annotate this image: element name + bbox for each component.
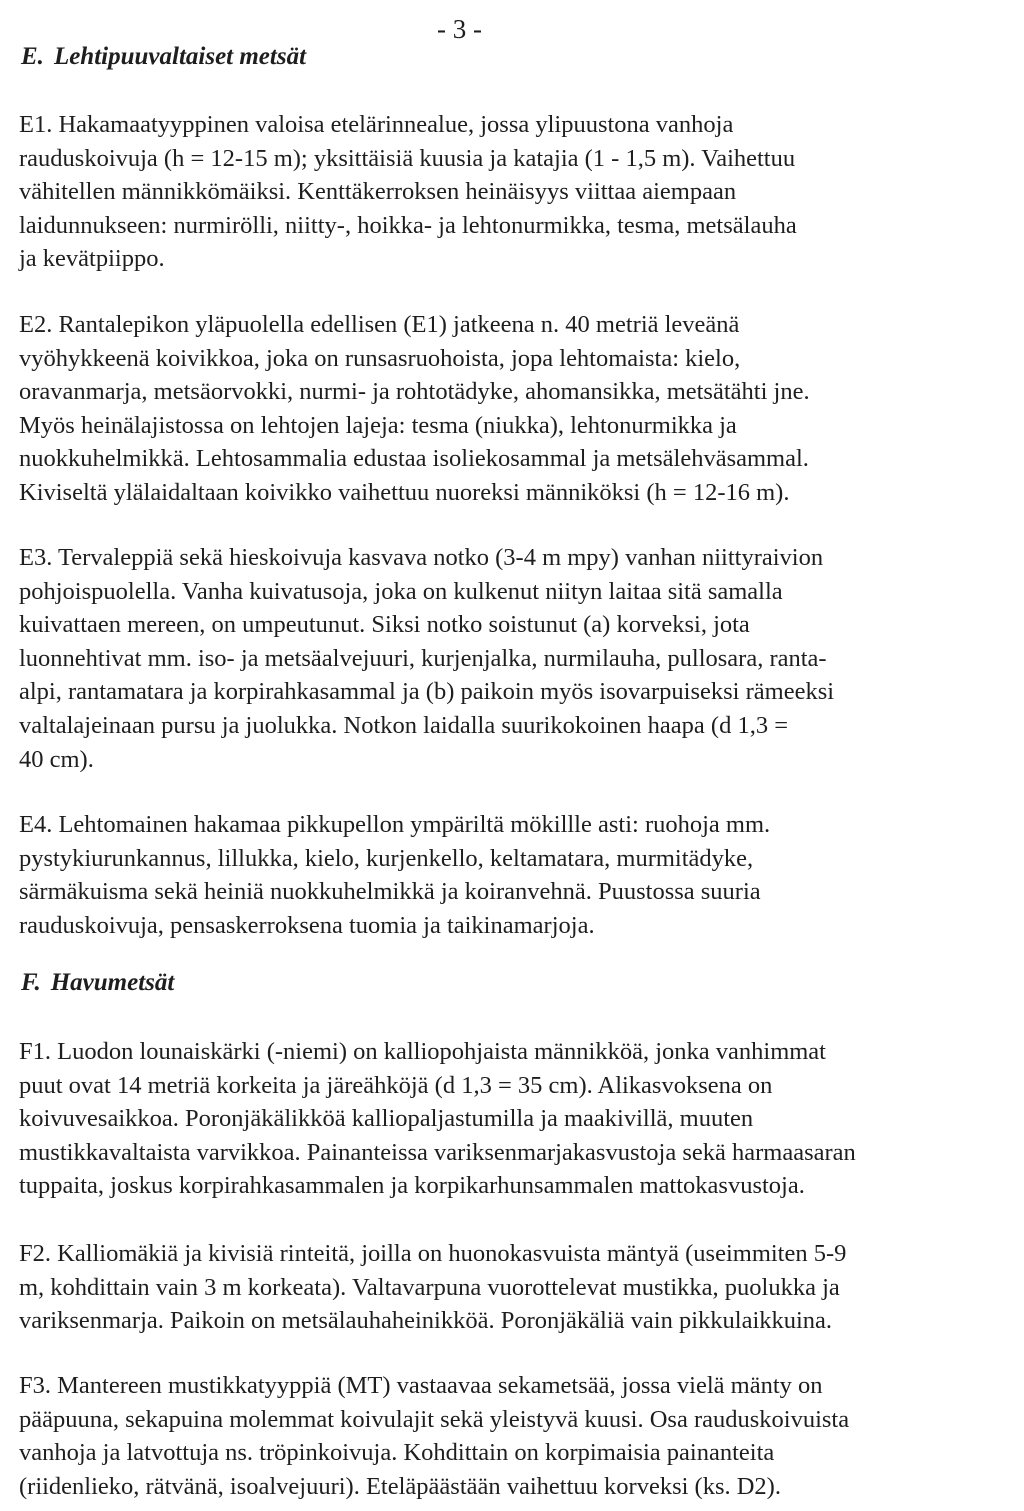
text-line: F3. Mantereen mustikkatyyppiä (MT) vastaavaa sekametsää, jossa vielä mänty on (19, 1372, 823, 1399)
text-line: pohjoispuolella. Vanha kuivatusoja, joka on kulkenut niityn laitaa sitä samalla (19, 577, 783, 605)
paragraph-e4 (19, 808, 1019, 942)
text-line: rauduskoivuja (h = 12-15 m); yksittäisiä kuusia ja katajia (1 - 1,5 m). Vaihettuu (19, 144, 796, 172)
paragraph-f3 (19, 1369, 1019, 1503)
paragraph-f1 (19, 1035, 1019, 1203)
section-heading-f (21, 968, 174, 998)
text-line: E3. Tervaleppiä sekä hieskoivuja kasvava notko (3-4 m mpy) vanhan niittyraivion (19, 544, 824, 571)
text-line: variksenmarja. Paikoin on metsälauhaheinikköä. Poronjäkäliä vain pikkulaikkuina. (19, 1307, 833, 1335)
text-line: oravanmarja, metsäorvokki, nurmi- ja rohtotädyke, ahomansikka, metsätähti jne. (19, 378, 810, 406)
section-letter: E. (21, 43, 44, 70)
text-line: särmäkuisma sekä heiniä nuokkuhelmikkä ja koiranvehnä. Puustossa suuria (19, 878, 761, 906)
text-line: Myös heinälajistossa on lehtojen lajeja: tesma (niukka), lehtonurmikka ja (19, 411, 737, 439)
text-line: alpi, rantamatara ja korpirahkasammal ja (b) paikoin myös isovarpuiseksi rämeeksi (19, 678, 835, 706)
text-line: vyöhykkeenä koivikkoa, joka on runsasruohoista, jopa lehtomaista: kielo, (19, 344, 741, 372)
paragraph-f2 (19, 1237, 1019, 1338)
text-line: vähitellen männikkömäiksi. Kenttäkerroksen heinäisyys viittaa aiempaan (19, 178, 737, 206)
text-line: pääpuuna, sekapuina molemmat koivulajit sekä yleistyvä kuusi. Osa rauduskoivuista (19, 1405, 850, 1433)
section-letter: F. (21, 969, 41, 996)
text-line: E2. Rantalepikon yläpuolella edellisen (E1) jatkeena n. 40 metriä leveänä (19, 311, 740, 338)
text-line: pystykiurunkannus, lillukka, kielo, kurjenkello, keltamatara, murmitädyke, (19, 844, 754, 872)
page-number: - 3 - (437, 14, 482, 44)
text-line: E1. Hakamaatyyppinen valoisa etelärinnealue, jossa ylipuustona vanhoja (19, 111, 734, 138)
section-title: Havumetsät (50, 969, 175, 996)
text-line: 40 cm). (19, 745, 94, 773)
text-line: nuokkuhelmikkä. Lehtosammalia edustaa isoliekosammal ja metsälehväsammal. (19, 445, 809, 473)
text-line: m, kohdittain vain 3 m korkeata). Valtavarpuna vuorottelevat mustikka, puolukka ja (19, 1273, 840, 1301)
paragraph-e2 (19, 308, 1019, 510)
text-line: koivuvesaikkoa. Poronjäkälikköä kalliopaljastumilla ja maakivillä, muuten (19, 1105, 754, 1133)
text-line: rauduskoivuja, pensaskerroksena tuomia ja taikinamarjoja. (19, 911, 595, 939)
section-heading-e (21, 42, 306, 72)
paragraph-e3 (19, 541, 1019, 776)
text-line: puut ovat 14 metriä korkeita ja järeähköjä (d 1,3 = 35 cm). Alikasvoksena on (19, 1071, 773, 1099)
text-line: E4. Lehtomainen hakamaa pikkupellon ympäriltä mökillle asti: ruohoja mm. (19, 811, 771, 838)
section-title: Lehtipuuvaltaiset metsät (53, 43, 307, 70)
text-line: ja kevätpiippo. (19, 245, 165, 273)
text-line: valtalajeinaan pursu ja juolukka. Notkon laidalla suurikokoinen haapa (d 1,3 = (19, 711, 789, 739)
text-line: tuppaita, joskus korpirahkasammalen ja korpikarhunsammalen mattokasvustoja. (19, 1172, 805, 1200)
text-line: kuivattaen mereen, on umpeutunut. Siksi notko soistunut (a) korveksi, jota (19, 611, 750, 639)
text-line: Kiviseltä ylälaidaltaan koivikko vaihettuu nuoreksi männiköksi (h = 12-16 m). (19, 478, 790, 506)
text-line: F1. Luodon lounaiskärki (-niemi) on kalliopohjaista männikköä, jonka vanhimmat (19, 1038, 826, 1065)
text-line: vanhoja ja latvottuja ns. tröpinkoivuja. Kohdittain on korpimaisia painanteita (19, 1439, 775, 1467)
text-line: luonnehtivat mm. iso- ja metsäalvejuuri, kurjenjalka, nurmilauha, pullosara, ranta- (19, 644, 827, 672)
text-line: mustikkavaltaista varvikkoa. Painanteissa variksenmarjakasvustoja sekä harmaasaran (19, 1138, 856, 1166)
paragraph-e1 (19, 108, 1019, 276)
text-line: F2. Kalliomäkiä ja kivisiä rinteitä, joilla on huonokasvuista mäntyä (useimmiten 5-9 (19, 1240, 847, 1267)
text-line: laidunnukseen: nurmirölli, niitty-, hoikka- ja lehtonurmikka, tesma, metsälauha (19, 211, 797, 239)
text-line: (riidenlieko, rätvänä, isoalvejuuri). Eteläpäästään vaihettuu korveksi (ks. D2). (19, 1472, 781, 1500)
